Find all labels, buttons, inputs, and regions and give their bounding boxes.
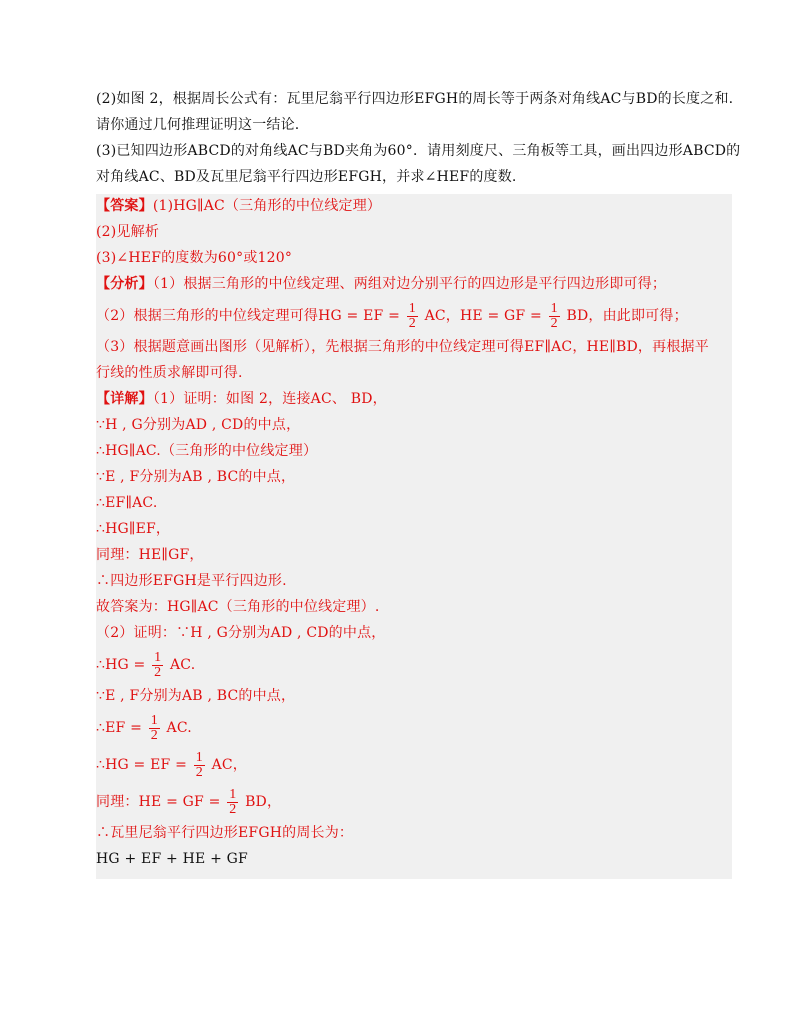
analysis-p2-post: BD，由此即可得； bbox=[566, 308, 688, 324]
detail-14-post: AC， bbox=[211, 757, 247, 773]
analysis-p2-mid: AC，HE = GF = bbox=[424, 308, 542, 324]
detail-2: ∵H , G分别为AD , CD的中点， bbox=[96, 417, 301, 433]
answer-label: 【答案】 bbox=[96, 198, 153, 214]
detail-7: 同理：HE∥GF， bbox=[96, 547, 204, 563]
analysis-label: 【分析】 bbox=[96, 276, 153, 292]
fraction-half bbox=[149, 714, 160, 743]
answer-section bbox=[96, 194, 732, 879]
answer-3: (3)∠HEF的度数为60°或120° bbox=[96, 250, 293, 266]
analysis-point-2 bbox=[96, 301, 730, 331]
detail-1: （1）证明：如图 2，连接AC、 BD， bbox=[152, 391, 387, 407]
detail-11-pre: ∴HG = bbox=[96, 657, 146, 673]
fraction-half bbox=[194, 751, 205, 780]
detail-14 bbox=[96, 750, 730, 780]
detail-12: ∵E , F分别为AB , BC的中点， bbox=[96, 688, 296, 704]
fraction-numerator: 1 bbox=[150, 712, 158, 728]
answer-1: (1)HG∥AC（三角形的中位线定理） bbox=[152, 198, 382, 214]
detail-8: ∴四边形EFGH是平行四边形. bbox=[96, 573, 287, 589]
analysis-point-1: （1）根据三角形的中位线定理、两组对边分别平行的四边形是平行四边形即可得； bbox=[152, 276, 667, 292]
detail-11 bbox=[96, 650, 730, 680]
analysis-point-3-line-1: （3）根据题意画出图形（见解析），先根据三角形的中位线定理可得EF∥AC，HE∥BD，再根据平 bbox=[96, 339, 709, 355]
document-page bbox=[96, 90, 741, 879]
detail-14-pre: ∴HG = EF = bbox=[96, 757, 188, 773]
detail-10: （2）证明：∵H , G分别为AD , CD的中点， bbox=[96, 625, 386, 641]
fraction-numerator: 1 bbox=[195, 749, 203, 765]
fraction-numerator: 1 bbox=[550, 300, 558, 316]
fraction-numerator: 1 bbox=[229, 786, 237, 802]
fraction-numerator: 1 bbox=[408, 300, 416, 316]
detail-3: ∴HG∥AC.（三角形的中位线定理） bbox=[96, 443, 318, 459]
analysis-p2-pre: （2）根据三角形的中位线定理可得HG = EF = bbox=[96, 308, 401, 324]
analysis-line-1 bbox=[96, 275, 730, 294]
fraction-half bbox=[227, 788, 238, 817]
detail-5: ∴EF∥AC. bbox=[96, 495, 158, 511]
detail-16: ∴瓦里尼翁平行四边形EFGH的周长为： bbox=[96, 825, 354, 841]
question-3-line-1: (3)已知四边形ABCD的对角线AC与BD夹角为60°．请用刻度尺、三角板等工具，画出四边形ABCD的 bbox=[96, 143, 741, 159]
detail-4: ∵E , F分别为AB , BC的中点， bbox=[96, 469, 296, 485]
question-2-line-2: 请你通过几何推理证明这一结论. bbox=[96, 117, 300, 133]
detail-label: 【详解】 bbox=[96, 391, 153, 407]
fraction-denominator: 2 bbox=[150, 727, 158, 743]
answer-line-1 bbox=[96, 197, 730, 216]
detail-6: ∴HG∥EF， bbox=[96, 521, 171, 537]
fraction-half bbox=[152, 651, 163, 680]
detail-13-pre: ∴EF = bbox=[96, 720, 143, 736]
detail-9: 故答案为：HG∥AC（三角形的中位线定理）. bbox=[96, 599, 380, 615]
detail-line-1 bbox=[96, 390, 730, 409]
detail-13 bbox=[96, 713, 730, 743]
fraction-denominator: 2 bbox=[229, 801, 237, 817]
analysis-point-3-line-2: 行线的性质求解即可得. bbox=[96, 365, 243, 381]
detail-11-post: AC. bbox=[170, 657, 196, 673]
answer-2: (2)见解析 bbox=[96, 224, 160, 240]
detail-15-pre: 同理：HE = GF = bbox=[96, 794, 221, 810]
fraction-denominator: 2 bbox=[408, 315, 416, 331]
question-3-line-2: 对角线AC、BD及瓦里尼翁平行四边形EFGH，并求∠HEF的度数. bbox=[96, 169, 517, 185]
question-2-line-1: (2)如图 2，根据周长公式有：瓦里尼翁平行四边形EFGH的周长等于两条对角线AC与BD的长度之和. bbox=[96, 91, 734, 107]
detail-13-post: AC. bbox=[166, 720, 192, 736]
fraction-denominator: 2 bbox=[550, 315, 558, 331]
fraction-numerator: 1 bbox=[154, 649, 162, 665]
fraction-denominator: 2 bbox=[154, 664, 162, 680]
detail-15-post: BD， bbox=[245, 794, 282, 810]
fraction-half bbox=[549, 302, 560, 331]
fraction-half bbox=[407, 302, 418, 331]
detail-17: HG + EF + HE + GF bbox=[96, 851, 248, 867]
fraction-denominator: 2 bbox=[195, 764, 203, 780]
detail-15 bbox=[96, 787, 730, 817]
